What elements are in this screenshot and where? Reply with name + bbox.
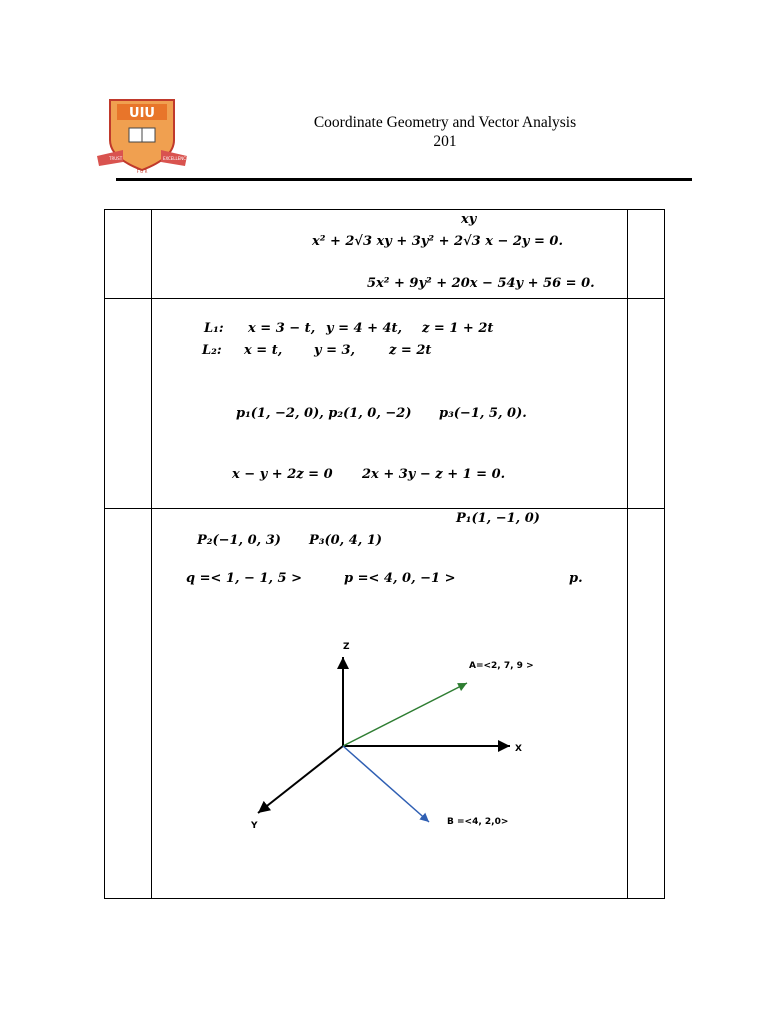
question-number-cell	[105, 210, 152, 299]
y-axis	[258, 746, 343, 813]
q3-q-vector: q =< 1, − 1, 5 >	[186, 571, 303, 586]
q2-line2-z: z = 2t	[389, 343, 432, 358]
x-axis-label: X	[515, 744, 522, 754]
q2-line2-label: L₂:	[202, 343, 222, 358]
q3-p-ref: p.	[569, 571, 583, 586]
q2-points-b: p₃(−1, 5, 0).	[439, 406, 527, 421]
question-row-2	[105, 299, 665, 509]
logo-ribbon-right: EXCELLENCE	[163, 156, 189, 161]
q1-var: xy	[461, 212, 477, 227]
question-content-cell	[152, 210, 628, 299]
q2-points-a: p₁(1, −2, 0), p₂(1, 0, −2)	[236, 406, 412, 421]
vector-diagram	[232, 629, 552, 849]
header-title-block	[300, 113, 590, 151]
q1-equation-1: x² + 2√3 xy + 3y² + 2√3 x − 2y = 0.	[312, 234, 564, 249]
question-table	[104, 209, 665, 899]
q2-line2-x: x = t,	[244, 343, 283, 358]
question-number-cell	[105, 509, 152, 899]
q2-line1-label: L₁:	[204, 321, 224, 336]
university-logo	[95, 96, 189, 176]
logo-ribbon-bottom: F O R	[136, 169, 148, 174]
vector-a-label: A=<2, 7, 9 >	[469, 661, 534, 671]
q2-plane-1: x − y + 2z = 0	[232, 467, 333, 482]
q3-p3: P₃(0, 4, 1)	[309, 533, 383, 548]
course-title: Coordinate Geometry and Vector Analysis	[313, 114, 577, 131]
q2-line2-y: y = 3,	[314, 343, 356, 358]
q2-line1-y: y = 4 + 4t,	[326, 321, 403, 336]
q3-p2: P₂(−1, 0, 3)	[197, 533, 281, 548]
z-axis-label: Z	[343, 642, 350, 652]
course-code: 201	[433, 133, 457, 150]
marks-cell	[628, 509, 665, 899]
marks-cell	[628, 299, 665, 509]
header-rule	[116, 178, 692, 181]
question-content-cell	[152, 509, 628, 899]
vector-b	[343, 746, 429, 822]
vector-a	[343, 683, 467, 746]
q2-line1-x: x = 3 − t,	[248, 321, 316, 336]
q3-p-vector: p =< 4, 0, −1 >	[344, 571, 456, 586]
q2-line1-z: z = 1 + 2t	[422, 321, 494, 336]
marks-cell	[628, 210, 665, 299]
question-content-cell	[152, 299, 628, 509]
logo-letters: UIU	[129, 106, 155, 121]
q1-equation-2: 5x² + 9y² + 20x − 54y + 56 = 0.	[367, 276, 595, 291]
q2-plane-2: 2x + 3y − z + 1 = 0.	[362, 467, 506, 482]
question-row-3	[105, 509, 665, 899]
question-row-1	[105, 210, 665, 299]
y-axis-label: Y	[251, 821, 258, 831]
logo-ribbon-left: TRUST	[109, 156, 123, 161]
q3-p1: P₁(1, −1, 0)	[456, 511, 540, 526]
question-number-cell	[105, 299, 152, 509]
vector-b-label: B =<4, 2,0>	[447, 817, 509, 827]
